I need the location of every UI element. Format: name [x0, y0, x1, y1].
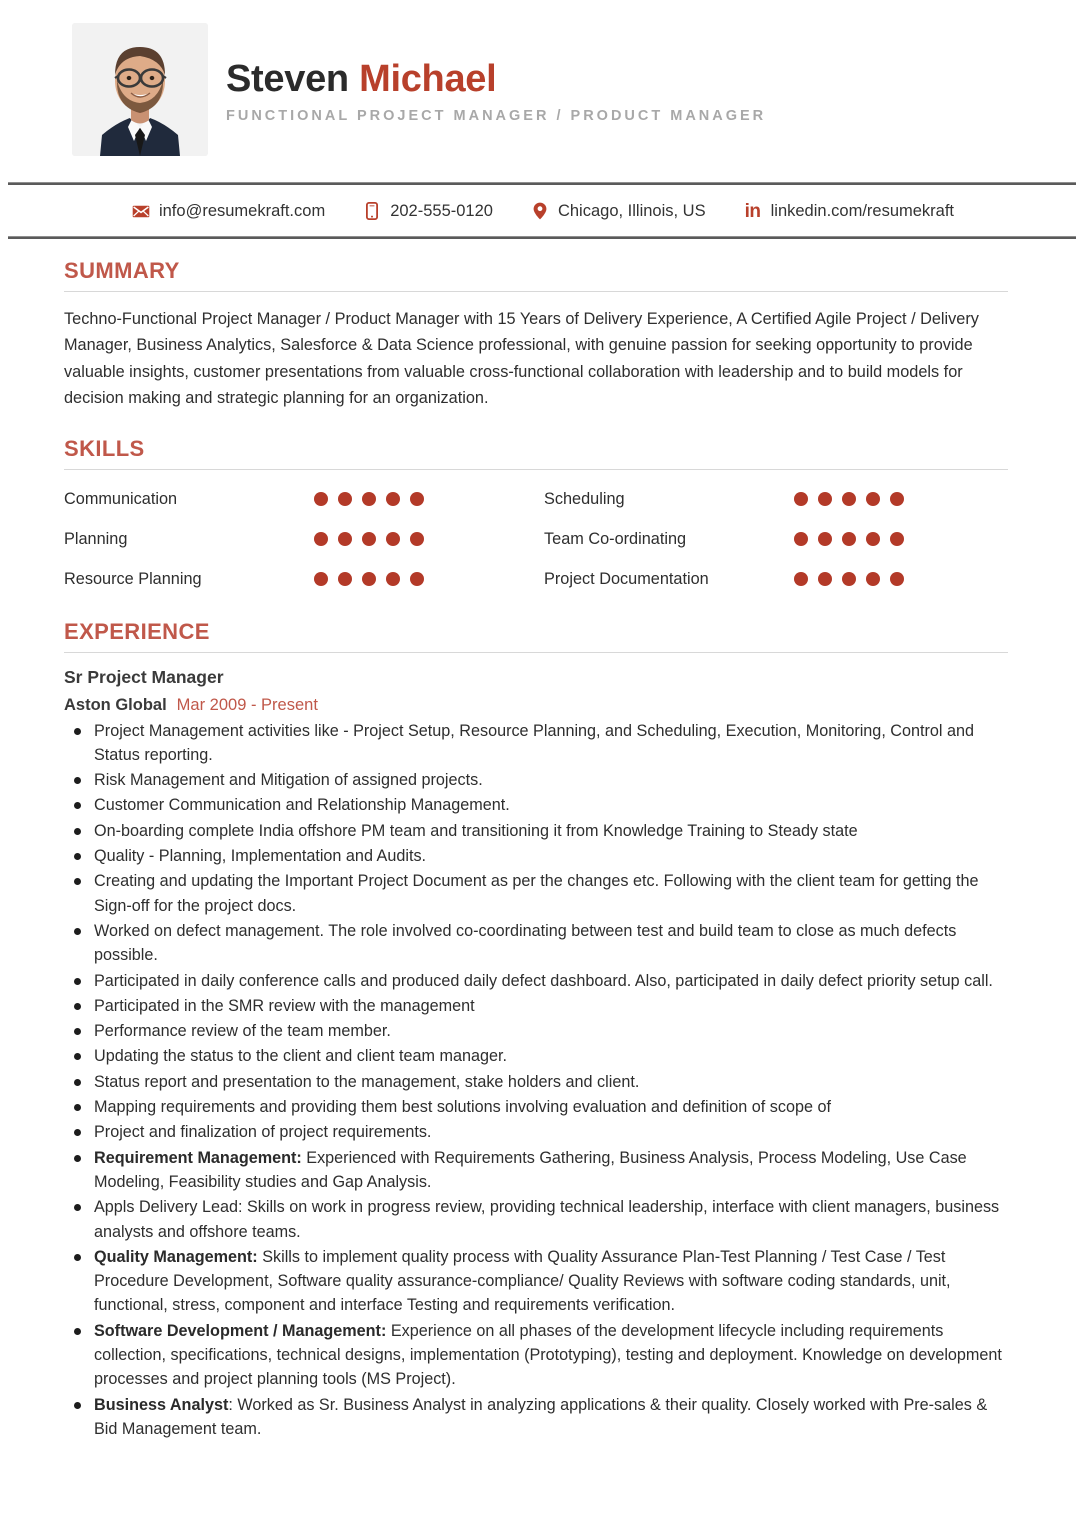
rating-dot [314, 572, 328, 586]
skill-name: Team Co-ordinating [544, 529, 687, 548]
job-bullet [92, 1095, 1008, 1119]
spacer [64, 595, 1008, 619]
rating-dot [410, 492, 424, 506]
contact-email[interactable] [132, 202, 325, 221]
skill-row [64, 524, 544, 555]
rating-dot [386, 572, 400, 586]
bullet-text: Skills to implement quality process with Quality Assurance Plan-Test Planning / Test Case / Test Procedure Development, Software quality assurance-compliance/ Quality Reviews with software coding standards, unit, functional, stress, component and interface Testing and requirements verification. [94, 1247, 951, 1315]
rating-dot [866, 492, 880, 506]
job-bullet [92, 919, 1008, 968]
resume-header [0, 0, 1086, 148]
skill-row [544, 564, 1008, 595]
skill-row [544, 524, 1008, 555]
rating-dot [818, 532, 832, 546]
rating-dot [386, 492, 400, 506]
rating-dot [842, 492, 856, 506]
bullet-text: Status report and presentation to the management, stake holders and client. [94, 1072, 640, 1091]
skill-rating-dots [794, 572, 904, 586]
last-name: Michael [359, 58, 497, 101]
spacer [64, 412, 1008, 436]
rating-dot [842, 572, 856, 586]
bullet-text: Participated in the SMR review with the management [94, 996, 475, 1015]
job-company: Aston Global [64, 695, 167, 714]
bullet-text: Worked on defect management. The role involved co-coordinating between test and build team to close as much defects possible. [94, 921, 957, 965]
rating-dot [890, 492, 904, 506]
skill-name: Communication [64, 489, 178, 508]
skill-rating-dots [794, 492, 904, 506]
rating-dot [362, 532, 376, 546]
full-name [226, 58, 766, 101]
job-bullet [92, 1120, 1008, 1144]
job-bullet [92, 1195, 1008, 1244]
bullet-lead: Business Analyst [94, 1395, 229, 1414]
divider-top [8, 182, 1076, 185]
rating-dot [338, 492, 352, 506]
bullet-lead: Quality Management: [94, 1247, 258, 1266]
bullet-text: Project Management activities like - Project Setup, Resource Planning, and Scheduling, Execution, Monitoring, Control and Status reporting. [94, 721, 974, 764]
bullet-text: Risk Management and Mitigation of assigned projects. [94, 771, 483, 790]
job-bullet [92, 819, 1008, 843]
section-experience [64, 619, 1008, 1442]
name-block [226, 54, 766, 124]
rating-dot [794, 492, 808, 506]
rating-dot [338, 572, 352, 586]
job-bullet [92, 1245, 1008, 1318]
phone-icon [363, 202, 381, 220]
skill-rating-dots [314, 492, 424, 506]
bullet-text: Experience on all phases of the development lifecycle including requirements collection, specifications, technical designs, implementation (Prototyping), testing and deployment. Knowledge on development processes and project planning tools (MS Project). [94, 1321, 1002, 1389]
rating-dot [338, 532, 352, 546]
job-bullet [92, 1319, 1008, 1392]
contact-phone[interactable] [363, 202, 493, 221]
job-bullet [92, 1019, 1008, 1043]
bullet-text: Appls Delivery Lead: Skills on work in progress review, providing technical leadership, interface with client managers, business analysts and offshore teams. [94, 1198, 1000, 1241]
job-bullet [92, 844, 1008, 868]
contact-location-text: Chicago, Illinois, US [557, 201, 706, 220]
skill-rating-dots [314, 572, 424, 586]
skills-heading: SKILLS [64, 435, 145, 461]
job-bullet [92, 1146, 1008, 1195]
skill-rating-dots [314, 532, 424, 546]
skill-row [64, 564, 544, 595]
bullet-text: Participated in daily conference calls and produced daily defect dashboard. Also, participated in daily defect priority setup call. [94, 971, 993, 990]
rating-dot [818, 572, 832, 586]
rating-dot [890, 572, 904, 586]
skill-name: Resource Planning [64, 569, 202, 588]
rating-dot [362, 572, 376, 586]
rating-dot [794, 532, 808, 546]
skill-rating-dots [794, 532, 904, 546]
experience-jobs [64, 667, 1008, 1442]
section-skills [64, 436, 1008, 595]
skill-row [64, 484, 544, 515]
rating-dot [314, 492, 328, 506]
job-role: Sr Project Manager [64, 666, 224, 687]
bullet-text: Creating and updating the Important Project Document as per the changes etc. Following with the client team for getting the Sign-off for the project docs. [94, 872, 979, 915]
rating-dot [794, 572, 808, 586]
summary-text: Techno-Functional Project Manager / Product Manager with 15 Years of Delivery Experience, A Certified Agile Project / Delivery Manager, Business Analytics, Salesforce & Data Science professional, with genuine passion for seeking opportunity to provide valuable insights, customer presentations from valuable cross-functional collaboration with leadership and to build models for decision making and strategic planning for an organization. [64, 310, 979, 408]
bullet-lead: Software Development / Management: [94, 1321, 387, 1340]
rating-dot [410, 532, 424, 546]
job-bullet-list [64, 719, 1008, 1442]
job-bullet [92, 793, 1008, 817]
rating-dot [818, 492, 832, 506]
job-bullet [92, 768, 1008, 792]
bullet-text: Quality - Planning, Implementation and Audits. [94, 847, 427, 866]
contact-bar [0, 186, 1086, 236]
rating-dot [866, 532, 880, 546]
divider-bottom [8, 236, 1076, 239]
contact-email-text: info@resumekraft.com [158, 201, 326, 220]
bullet-text: Mapping requirements and providing them best solutions involving evaluation and definition of scope of [94, 1098, 831, 1117]
skill-name: Scheduling [544, 489, 625, 508]
linkedin-icon: in [744, 200, 761, 222]
skill-row [544, 484, 1008, 515]
bullet-text: Customer Communication and Relationship Management. [94, 796, 510, 815]
rating-dot [866, 572, 880, 586]
experience-heading: EXPERIENCE [64, 618, 210, 644]
first-name: Steven [226, 58, 349, 101]
contact-phone-text: 202-555-0120 [390, 201, 493, 220]
skill-name: Project Documentation [544, 569, 709, 588]
experience-entry [64, 667, 1008, 1442]
job-bullet [92, 1070, 1008, 1094]
rating-dot [362, 492, 376, 506]
job-bullet [92, 969, 1008, 993]
job-bullet [92, 994, 1008, 1018]
contact-location[interactable] [531, 202, 706, 221]
job-dates: Mar 2009 - Present [176, 695, 318, 714]
avatar [72, 23, 208, 156]
summary-heading: SUMMARY [64, 258, 180, 283]
job-bullet [92, 1393, 1008, 1442]
job-meta [64, 696, 1008, 715]
bullet-text: Project and finalization of project requirements. [94, 1123, 432, 1142]
rating-dot [314, 532, 328, 546]
bullet-text: On-boarding complete India offshore PM team and transitioning it from Knowledge Training to Steady state [94, 821, 858, 840]
rating-dot [890, 532, 904, 546]
section-summary [64, 258, 1008, 412]
location-icon [531, 202, 549, 220]
skills-grid [64, 484, 1008, 595]
job-bullet [92, 719, 1008, 768]
contact-linkedin-text: linkedin.com/resumekraft [770, 201, 955, 220]
headshot-photo-icon [72, 23, 208, 156]
email-icon [132, 202, 150, 220]
contact-linkedin[interactable] [744, 202, 954, 221]
bullet-text: : Worked as Sr. Business Analyst in analyzing applications & their quality. Closely worked with Pre-sales & Bid Management team. [94, 1395, 988, 1438]
resume-body [64, 258, 1008, 1442]
rating-dot [842, 532, 856, 546]
summary-divider [64, 291, 1008, 292]
skill-name: Planning [64, 529, 128, 548]
bullet-text: Experienced with Requirements Gathering, Business Analysis, Process Modeling, Use Case Modeling, Feasibility studies and Gap Analysis. [94, 1148, 967, 1191]
rating-dot [410, 572, 424, 586]
rating-dot [386, 532, 400, 546]
bullet-text: Performance review of the team member. [94, 1022, 391, 1041]
job-bullet [92, 869, 1008, 918]
job-subtitle: FUNCTIONAL PROJECT MANAGER / PRODUCT MANAGER [226, 107, 767, 124]
experience-divider [64, 652, 1008, 653]
bullet-lead: Requirement Management: [94, 1148, 302, 1167]
job-bullet [92, 1044, 1008, 1068]
bullet-text: Updating the status to the client and client team manager. [94, 1047, 508, 1066]
skills-divider [64, 469, 1008, 470]
